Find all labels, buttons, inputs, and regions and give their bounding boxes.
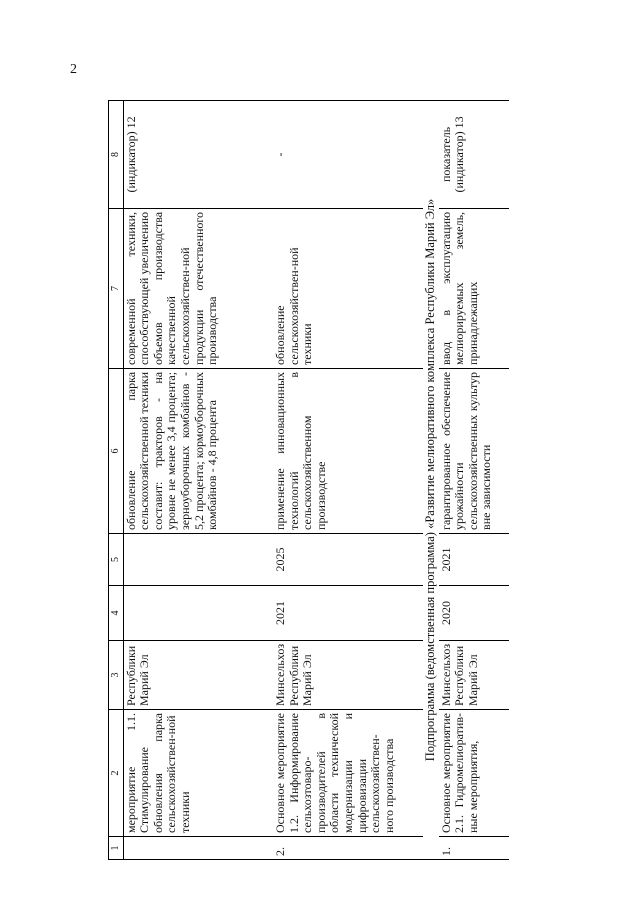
- table-row: [439, 100, 509, 859]
- col-number-3: 3: [109, 640, 124, 709]
- row-number: 2.: [273, 837, 423, 860]
- col-number-5: 5: [109, 533, 124, 585]
- row-number: [123, 837, 273, 860]
- executor: Минсельхоз Республики Марий Эл: [439, 640, 509, 709]
- col-number-4: 4: [109, 585, 124, 640]
- start-year: 2021: [273, 585, 423, 640]
- indicator-link: -: [273, 100, 423, 208]
- consequence: обновление сельскохозяйствен-ной техники: [273, 208, 423, 368]
- end-year: [123, 533, 273, 585]
- col-number-2: 2: [109, 710, 124, 837]
- expected-result: гарантированное обеспечение урожайности сельскохозяйственных культур вне зависимости: [439, 368, 509, 533]
- consequence: современной техники, способствующей увеличению объемов производства качественной сельскохозяйствен-ной продукции отечественного производства: [123, 208, 273, 368]
- consequence: ввод в эксплуатацию мелиорируемых земель, принадлежащих: [439, 208, 509, 368]
- col-number-1: 1: [109, 837, 124, 860]
- row-number: 1.: [439, 837, 509, 860]
- executor: Республики Марий Эл: [123, 640, 273, 709]
- executor: Минсельхоз Республики Марий Эл: [273, 640, 423, 709]
- page-number: 2: [70, 62, 77, 77]
- indicator-link: показатель (индикатор) 13: [439, 100, 509, 208]
- end-year: 2025: [273, 533, 423, 585]
- table-row: [273, 100, 423, 859]
- col-number-7: 7: [109, 208, 124, 368]
- expected-result: обновление парка сельскохозяйственной техники составит: тракторов - на уровне не менее 3,4 процента; зерноуборочных комбайнов - 5,2 процента; кормоуборочных комбайнов - 4,8 процента: [123, 368, 273, 533]
- subprogram-title: Подпрограмма (ведомственная программа) «Развитие мелиоративного комплекса Республики Марий Эл»: [423, 100, 439, 859]
- event-name: Основное мероприятие 1.2. Информирование сельхозтоваро-производителей в области технической модернизации и цифровизации сельскохозяйствен-ного производства: [273, 710, 423, 837]
- event-name: мероприятие 1.1. Стимулирование обновления парка сельскохозяйствен-ной техники: [123, 710, 273, 837]
- expected-result: применение инновационных технологий в сельскохозяйственном производстве: [273, 368, 423, 533]
- subprogram-row: [423, 100, 439, 859]
- col-number-8: 8: [109, 100, 124, 208]
- end-year: 2021: [439, 533, 509, 585]
- indicator-link: (индикатор) 12: [123, 100, 273, 208]
- start-year: 2020: [439, 585, 509, 640]
- events-table: [108, 100, 509, 860]
- column-number-row: [109, 100, 124, 859]
- start-year: [123, 585, 273, 640]
- col-number-6: 6: [109, 368, 124, 533]
- table-row: [123, 100, 273, 859]
- event-name: Основное мероприятие 2.1. Гидромелиоратив-ные мероприятия,: [439, 710, 509, 837]
